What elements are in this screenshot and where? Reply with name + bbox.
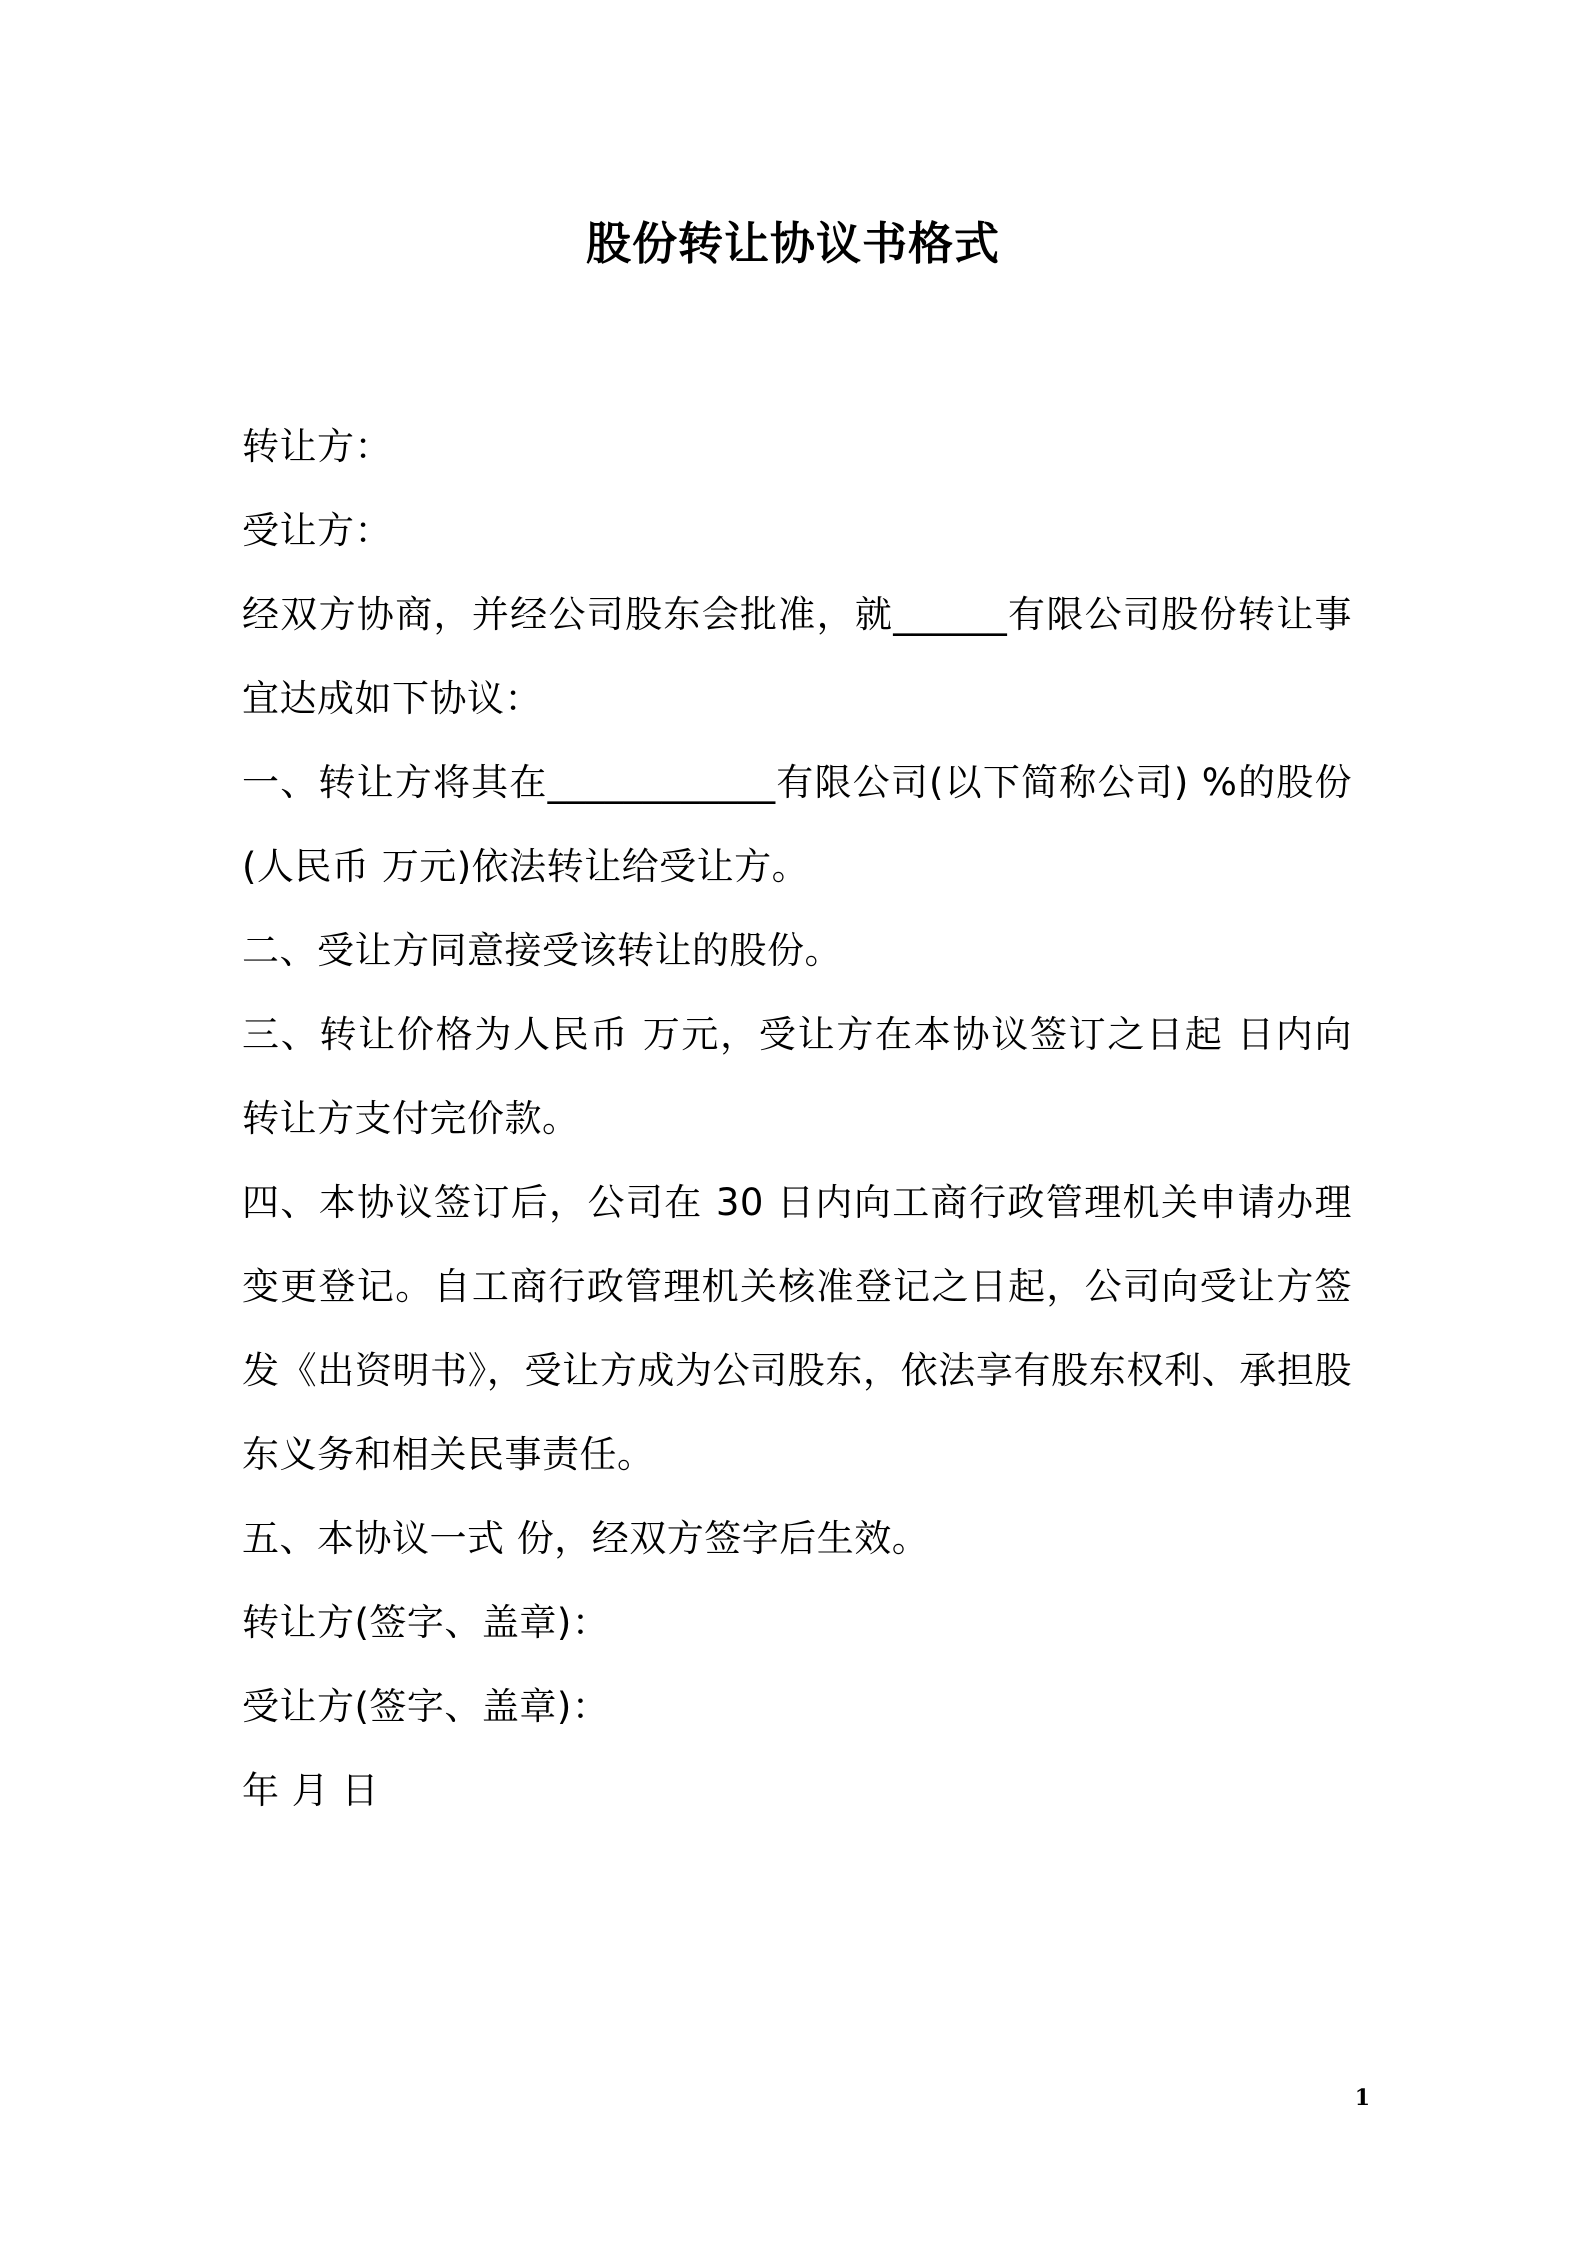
preamble-paragraph: 经双方协商，并经公司股东会批准，就______有限公司股份转让事宜达成如下协议： (242, 593, 1352, 720)
clause-4: 四、本协议签订后，公司在 30 日内向工商行政管理机关申请办理变更登记。自工商行政管理机关核准登记之日起，公司向受让方签发《出资明书》，受让方成为公司股东，依法享有股东权利、承担股东义务和相关民事责任。 (242, 1181, 1352, 1476)
transferee-line: 受让方： (242, 509, 392, 552)
transferee-signature-line: 受让方(签字、盖章)： (242, 1685, 610, 1728)
transferor-line: 转让方： (242, 425, 392, 468)
document-title: 股份转让协议书格式 (585, 217, 1000, 270)
clause-5: 五、本协议一式 份，经双方签字后生效。 (242, 1517, 930, 1560)
transferor-signature-line: 转让方(签字、盖章)： (242, 1601, 610, 1644)
clause-1: 一、转让方将其在____________有限公司(以下简称公司) %的股份(人民币 万元)依法转让给受让方。 (242, 761, 1352, 888)
page-number: 1 (1354, 2085, 1370, 2111)
date-line: 年 月 日 (242, 1769, 380, 1812)
document-body (242, 405, 1352, 1833)
clause-3: 三、转让价格为人民币 万元，受让方在本协议签订之日起 日内向转让方支付完价款。 (242, 1013, 1352, 1140)
clause-2: 二、受让方同意接受该转让的股份。 (242, 929, 842, 972)
